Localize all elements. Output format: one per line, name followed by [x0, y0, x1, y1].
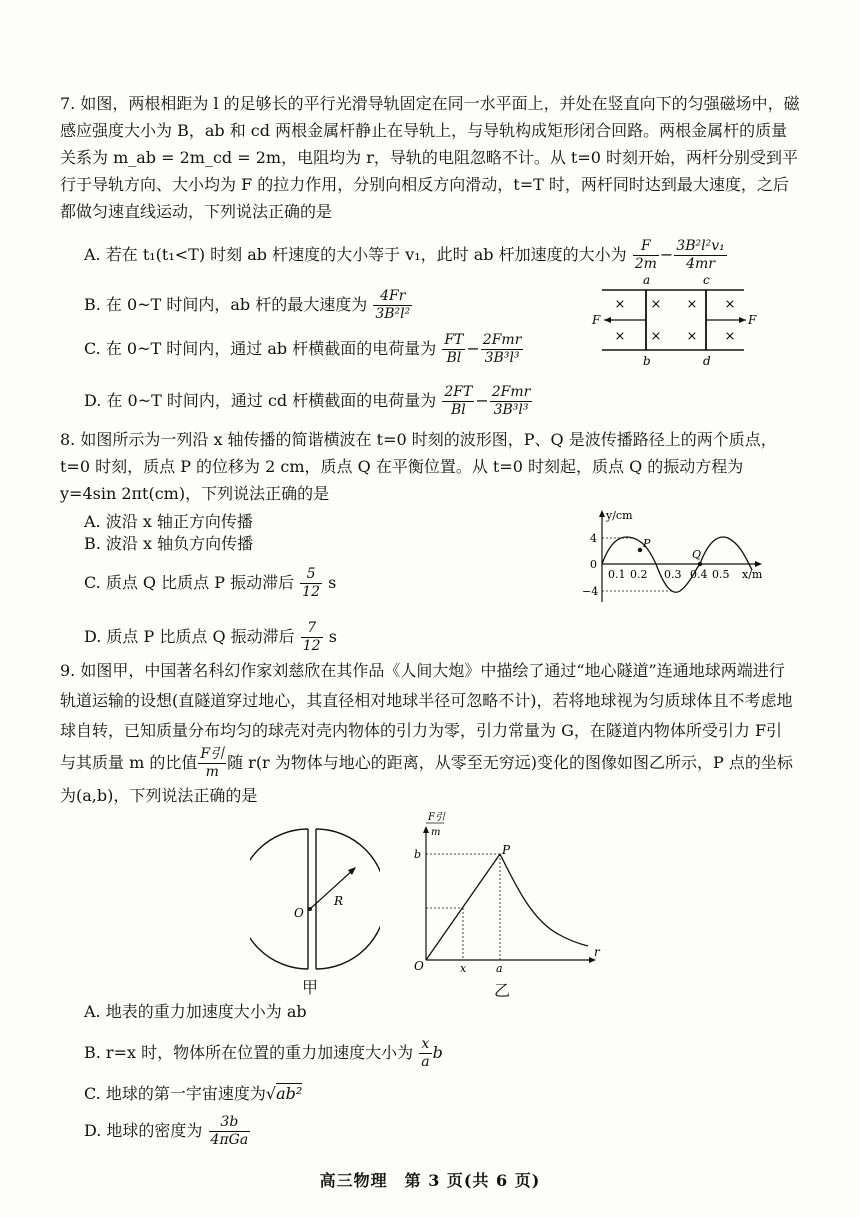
- q9-earth-tunnel-figure: [250, 825, 380, 975]
- page-footer: 高三物理 第 3 页(共 6 页): [319, 1171, 541, 1190]
- label-O: O: [414, 959, 424, 973]
- label-P: P: [643, 537, 651, 550]
- minus-sign: −: [659, 245, 674, 264]
- q9-b-tail: b: [432, 1043, 443, 1062]
- label-x: x: [460, 962, 467, 975]
- q7-stem: 7. 如图，两根相距为 l 的足够长的平行光滑导轨固定在同一水平面上，并处在竖直向下的匀强磁场中，磁感应强度大小为 B，ab 和 cd 两根金属杆静止在导轨上，与导轨构成矩形闭合回路。两根金属杆的质量关系为 m_ab = 2m_cd = 2m，电阻均为 r，导轨的电阻忽略不计。从 t=0 时刻开始，两杆分别受到平行于导轨方向、大小均为 F 的拉力作用，分别向相反方向滑动，t=T 时，两杆同时达到最大速度，之后都做匀速直线运动，下列说法正确的是: [60, 94, 800, 221]
- frac-den: 12: [302, 584, 320, 600]
- label-b: b: [643, 354, 651, 368]
- x-axis-label: x/m: [742, 568, 763, 581]
- q7-d-frac2: [490, 384, 533, 419]
- q7-d-frac1: [442, 384, 474, 419]
- q9-option-b: [84, 1036, 443, 1071]
- q8-option-d-text: D. 质点 P 比质点 Q 振动滞后: [84, 627, 295, 646]
- q8-option-a: A. 波沿 x 轴正方向传播: [84, 512, 253, 531]
- q9-option-b-text: B. r=x 时，物体所在位置的重力加速度大小为: [84, 1043, 414, 1062]
- yaxis-num: F引: [428, 812, 445, 823]
- frac-num: 3b: [209, 1114, 251, 1132]
- xtick-0.1: 0.1: [608, 568, 626, 581]
- frac-num: 7: [301, 620, 323, 638]
- q7-option-d-text: D. 在 0~T 时间内，通过 cd 杆横截面的电荷量为: [84, 391, 437, 410]
- label-P: P: [502, 843, 511, 857]
- point-P: [638, 548, 642, 552]
- q7-option-a-text: A. 若在 t₁(t₁<T) 时刻 ab 杆速度的大小等于 v₁，此时 ab 杆加速度的大小为: [84, 245, 627, 264]
- xtick-0.5: 0.5: [712, 568, 730, 581]
- frac-den: a: [421, 1054, 430, 1070]
- q9-stem-frac: [198, 746, 226, 781]
- q9-option-c: [84, 1082, 302, 1106]
- field-cross: ×: [686, 297, 698, 312]
- q7-a-frac2: [674, 238, 726, 273]
- frac-den: 2m: [634, 256, 657, 272]
- point-Q: [698, 562, 702, 566]
- radical-sign: √: [265, 1084, 277, 1103]
- ytick-4: 4: [590, 532, 597, 545]
- q7-option-b-text: B. 在 0~T 时间内，ab 杆的最大速度为: [84, 295, 368, 314]
- q9-d-frac: [209, 1114, 251, 1149]
- frac-num: x: [419, 1036, 431, 1054]
- field-cross: ×: [614, 329, 626, 344]
- q9-option-d-text: D. 地球的密度为: [84, 1121, 203, 1140]
- field-cross: ×: [686, 329, 698, 344]
- field-cross: ×: [650, 329, 662, 344]
- field-cross: ×: [724, 297, 736, 312]
- q7-a-frac1: [633, 238, 659, 273]
- q7-option-d: [84, 384, 533, 419]
- x-axis-arrow: [755, 561, 762, 567]
- arrowhead-right: [739, 317, 746, 323]
- q7-option-b: [84, 288, 413, 323]
- q8-c-frac: [300, 566, 322, 601]
- q8-wave-chart: [580, 506, 770, 606]
- label-r: r: [594, 945, 600, 959]
- frac-num: 4Fr: [373, 288, 412, 306]
- xtick-0.3: 0.3: [664, 568, 682, 581]
- earth-left-half: [250, 829, 308, 969]
- label-F-left: F: [592, 313, 601, 327]
- arrowhead-left: [604, 317, 611, 323]
- radicand: ab²: [276, 1084, 303, 1103]
- y-axis-arrow: [599, 510, 605, 517]
- q9-gravity-graph: [408, 808, 608, 978]
- q8-option-b: B. 波沿 x 轴负方向传播: [84, 534, 254, 553]
- label-c: c: [703, 273, 710, 287]
- frac-num: 2FT: [444, 384, 473, 400]
- unit: s: [328, 627, 337, 646]
- q8-option-d: [84, 620, 337, 655]
- frac-num: 2Fmr: [491, 384, 531, 400]
- q7-option-c: [84, 332, 524, 367]
- minus-sign: −: [475, 391, 489, 410]
- frac-num: FT: [444, 332, 464, 348]
- frac-num: 3B²l²v₁: [676, 238, 725, 254]
- q8-option-c: [84, 566, 336, 601]
- frac-num: F: [633, 238, 659, 256]
- q9-option-a: A. 地表的重力加速度大小为 ab: [84, 1002, 307, 1021]
- unit: s: [328, 573, 337, 592]
- earth-right-half: [316, 829, 380, 969]
- q9-b-frac: [419, 1036, 431, 1071]
- q7-option-c-text: C. 在 0~T 时间内，通过 ab 杆横截面的电荷量为: [84, 339, 437, 358]
- label-R: R: [334, 894, 344, 908]
- fig-yi-caption: 乙: [494, 981, 511, 1000]
- frac-den: m: [205, 764, 219, 780]
- q9-stem-part2: 随 r(r 为物体与地心的距离，从零至无穷远)变化的图像如图乙所示，P 点的坐标为(a,b)，下列说法正确的是: [60, 753, 793, 805]
- frac-den: 4mr: [686, 256, 715, 272]
- label-F-right: F: [748, 313, 757, 327]
- minus-sign: −: [466, 339, 480, 358]
- wave-curve: [602, 537, 752, 592]
- fig-jia-caption: 甲: [302, 978, 319, 997]
- xtick-0.2: 0.2: [630, 568, 648, 581]
- q7-rails-figure: [588, 272, 760, 372]
- yaxis-den: m: [431, 827, 441, 838]
- q9-stem-part1: 9. 如图甲，中国著名科幻作家刘慈欣在其作品《人间大炮》中描绘了通过“地心隧道”连通地球两端进行轨道运输的设想(直隧道穿过地心，其直径相对地球半径可忽略不计)，若将地球视为匀质球体且不考虑地球自转，已知质量分布均匀的球壳对壳内物体的引力为零，引力常量为 G，在隧道内物体所受引力 F引 与其质量 m 的比值: [60, 661, 793, 772]
- frac-num: F引: [200, 746, 225, 762]
- label-a: a: [496, 962, 503, 975]
- y-axis-arrow: [423, 826, 429, 833]
- label-Q: Q: [692, 548, 702, 561]
- frac-den: Bl: [450, 402, 466, 418]
- frac-den: 3B³l³: [493, 402, 529, 418]
- label-a: a: [643, 273, 651, 287]
- q7-c-frac1: [442, 332, 465, 367]
- field-cross: ×: [724, 329, 736, 344]
- frac-den: 3B²l²: [375, 306, 411, 322]
- q8-stem: 8. 如图所示为一列沿 x 轴传播的简谐横波在 t=0 时刻的波形图，P、Q 是波传播路径上的两个质点，t=0 时刻，质点 P 的位移为 2 cm，质点 Q 在平衡位置。从 t=0 时刻起，质点 Q 的振动方程为 y=4sin 2πt(cm)，下列说法正确的是: [60, 430, 777, 503]
- field-cross: ×: [650, 297, 662, 312]
- frac-num: 5: [300, 566, 322, 584]
- frac-num: 2Fmr: [482, 332, 522, 348]
- ytick-0: 0: [590, 558, 597, 571]
- q9-option-c-text: C. 地球的第一宇宙速度为: [84, 1084, 266, 1103]
- q8-d-frac: [301, 620, 323, 655]
- label-d: d: [703, 354, 711, 368]
- q9-stem: [60, 656, 800, 811]
- frac-den: 3B³l³: [484, 350, 520, 366]
- q7-b-frac: [373, 288, 412, 323]
- label-O: O: [294, 906, 304, 920]
- ytick-neg4: −4: [582, 585, 599, 598]
- q9-option-d: [84, 1114, 251, 1149]
- xtick-0.4: 0.4: [690, 568, 708, 581]
- inverse-square-curve: [500, 854, 588, 946]
- y-axis-label: y/cm: [606, 509, 633, 522]
- frac-den: 12: [302, 638, 321, 654]
- frac-den: 4πGa: [210, 1132, 249, 1148]
- label-b: b: [414, 848, 422, 861]
- q7-option-a: [84, 238, 728, 273]
- frac-den: Bl: [446, 350, 462, 366]
- q8-option-c-text: C. 质点 Q 比质点 P 振动滞后: [84, 573, 295, 592]
- q7-c-frac2: [481, 332, 524, 367]
- field-cross: ×: [614, 297, 626, 312]
